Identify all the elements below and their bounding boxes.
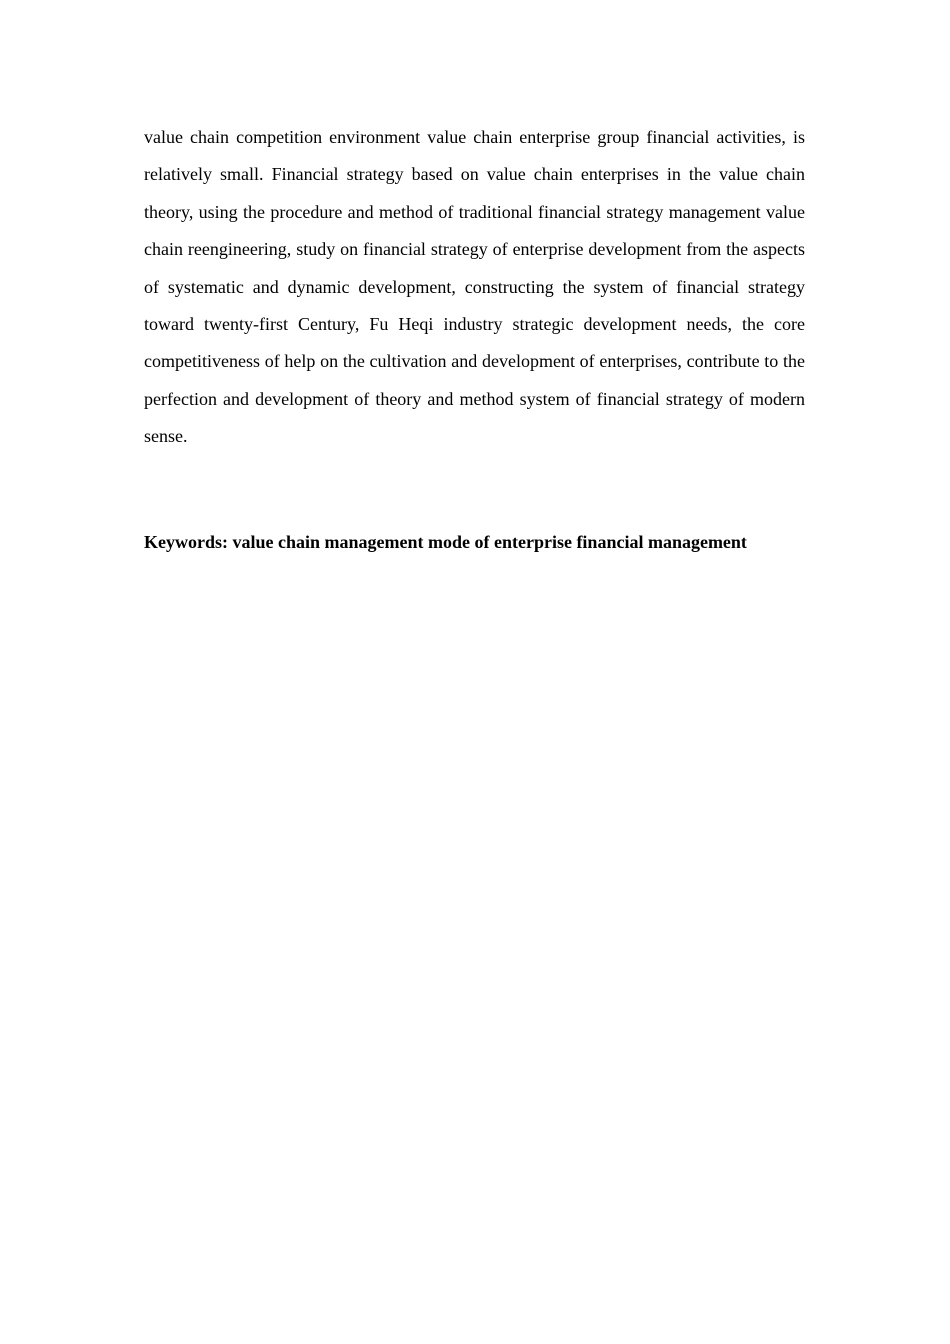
- abstract-paragraph: value chain competition environment value chain enterprise group financial activities, is relatively small. Financial strategy based on value chain enterprises in the value chain theory, using the procedure and method of traditional financial strategy management value chain reengineering, study on financial strategy of enterprise development from the aspects of systematic and dynamic development, constructing the system of financial strategy toward twenty-first Century, Fu Heqi industry strategic development needs, the core competitiveness of help on the cultivation and development of enterprises, contribute to the perfection and development of theory and method system of financial strategy of modern sense.: [144, 127, 805, 447]
- keywords-line: Keywords: value chain management mode of enterprise financial management: [144, 532, 747, 552]
